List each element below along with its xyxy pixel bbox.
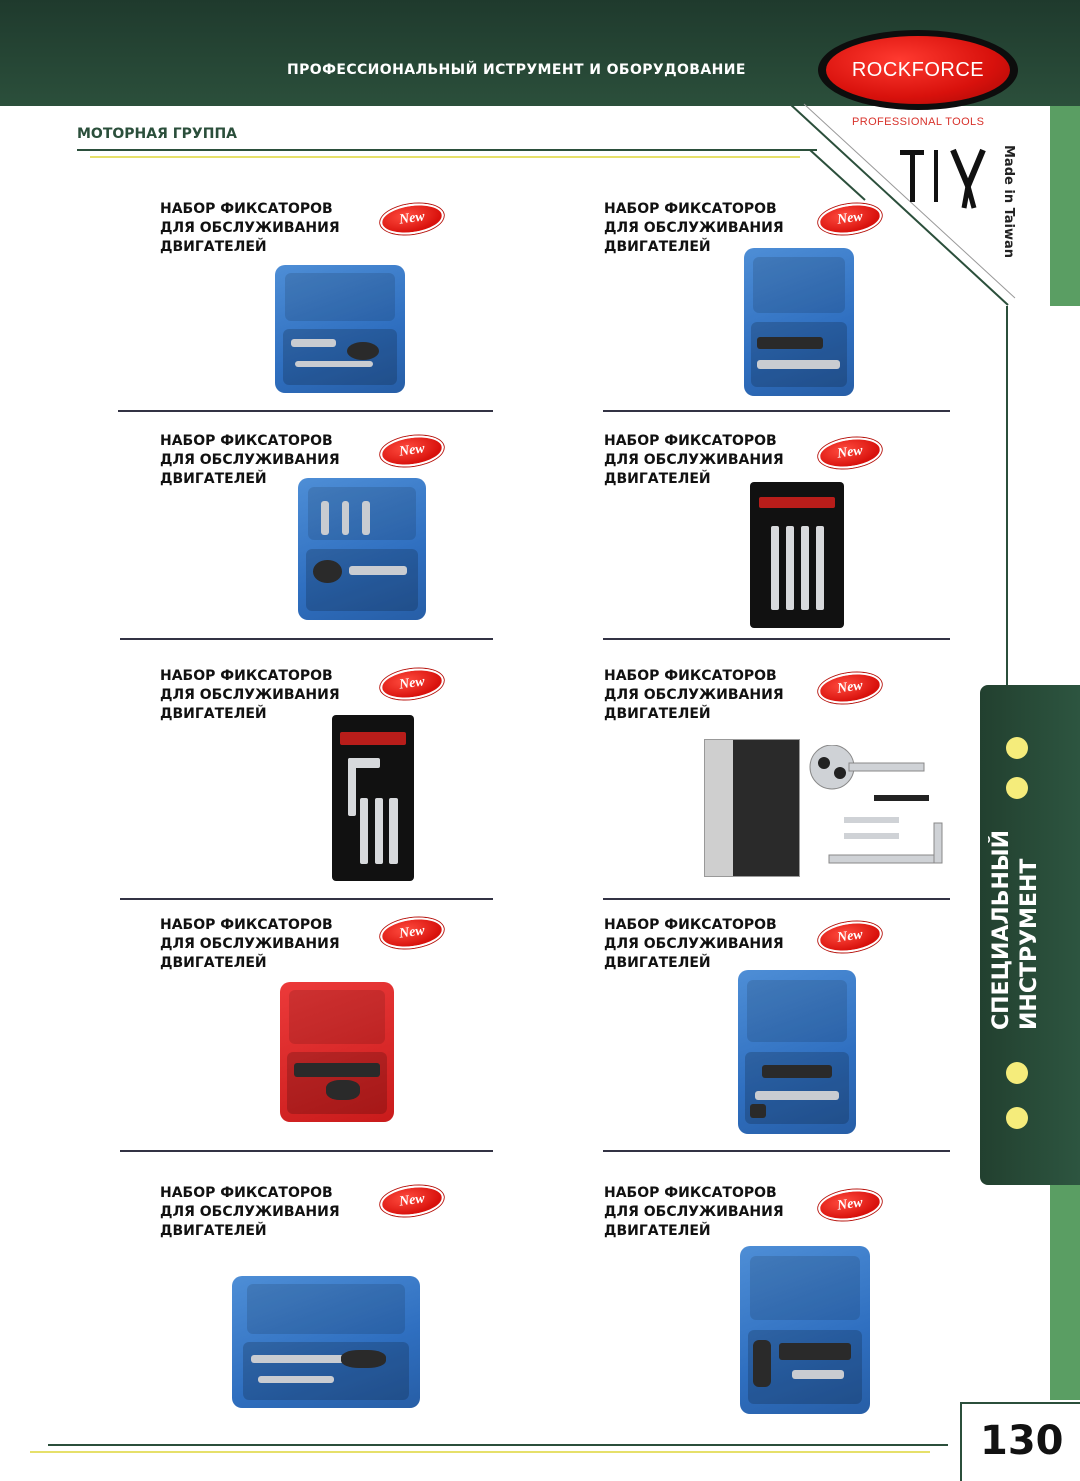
new-badge: New <box>378 914 446 953</box>
tool-case-image <box>744 248 854 396</box>
product-card[interactable] <box>160 916 540 1141</box>
new-badge: New <box>378 665 446 704</box>
product-title: НАБОР ФИКСАТОРОВ ДЛЯ ОБСЛУЖИВАНИЯ ДВИГАТЕЛЕЙ <box>604 201 784 255</box>
product-card[interactable] <box>604 916 984 1141</box>
product-card[interactable] <box>160 432 540 657</box>
section-underline-yellow <box>90 156 800 158</box>
locking-tools-image <box>804 745 949 875</box>
footer-line-yellow <box>30 1451 930 1453</box>
product-title: НАБОР ФИКСАТОРОВ ДЛЯ ОБСЛУЖИВАНИЯ ДВИГАТЕЛЕЙ <box>604 668 784 722</box>
row-separator <box>603 898 950 900</box>
new-badge: New <box>816 200 884 239</box>
product-title: НАБОР ФИКСАТОРОВ ДЛЯ ОБСЛУЖИВАНИЯ ДВИГАТЕЛЕЙ <box>160 668 340 722</box>
row-separator <box>120 898 493 900</box>
blister-card-image <box>332 715 414 881</box>
rockforce-logo <box>818 30 1018 110</box>
side-vertical-line <box>1006 306 1008 686</box>
new-badge: New <box>378 1182 446 1221</box>
product-card[interactable] <box>160 200 540 425</box>
blister-card-image <box>750 482 844 628</box>
product-title: НАБОР ФИКСАТОРОВ ДЛЯ ОБСЛУЖИВАНИЯ ДВИГАТЕЛЕЙ <box>604 1185 784 1239</box>
instruction-booklet-image <box>704 739 800 877</box>
footer-line-green <box>48 1444 948 1446</box>
row-separator <box>120 638 493 640</box>
product-card[interactable] <box>160 667 540 892</box>
new-badge: New <box>816 669 884 708</box>
logo-brand: ROCKFORCE <box>851 58 985 81</box>
section-underline-green <box>77 149 817 151</box>
row-separator <box>603 638 950 640</box>
page-number: 130 <box>980 1418 1064 1464</box>
new-badge: New <box>816 918 884 957</box>
new-badge: New <box>816 1186 884 1225</box>
made-in-taiwan: Made in Taiwan <box>1001 145 1016 259</box>
header-tagline: ПРОФЕССИОНАЛЬНЫЙ ИСТРУМЕНТ И ОБОРУДОВАНИЕ <box>287 62 746 78</box>
row-separator <box>118 410 493 412</box>
product-title: НАБОР ФИКСАТОРОВ ДЛЯ ОБСЛУЖИВАНИЯ ДВИГАТЕЛЕЙ <box>604 917 784 971</box>
product-card[interactable] <box>604 432 984 657</box>
green-side-bar-bottom <box>1050 1185 1080 1400</box>
product-title: НАБОР ФИКСАТОРОВ ДЛЯ ОБСЛУЖИВАНИЯ ДВИГАТЕЛЕЙ <box>160 917 340 971</box>
row-separator <box>603 1150 950 1152</box>
new-badge: New <box>378 200 446 239</box>
product-title: НАБОР ФИКСАТОРОВ ДЛЯ ОБСЛУЖИВАНИЯ ДВИГАТЕЛЕЙ <box>604 433 784 487</box>
product-title: НАБОР ФИКСАТОРОВ ДЛЯ ОБСЛУЖИВАНИЯ ДВИГАТЕЛЕЙ <box>160 1185 340 1239</box>
dot-3 <box>1006 1062 1028 1084</box>
dot-4 <box>1006 1107 1028 1129</box>
green-side-bar-top <box>1050 106 1080 306</box>
tool-case-image <box>298 478 426 620</box>
tool-case-image <box>738 970 856 1134</box>
product-card[interactable] <box>160 1184 540 1409</box>
product-title: НАБОР ФИКСАТОРОВ ДЛЯ ОБСЛУЖИВАНИЯ ДВИГАТЕЛЕЙ <box>160 433 340 487</box>
dot-2 <box>1006 777 1028 799</box>
new-badge: New <box>378 432 446 471</box>
product-card[interactable] <box>604 667 949 892</box>
new-badge: New <box>816 434 884 473</box>
category-label: СПЕЦИАЛЬНЫЙ ИНСТРУМЕНТ <box>989 829 1042 1030</box>
tool-case-image <box>232 1276 420 1408</box>
product-card[interactable] <box>604 200 984 425</box>
section-title: МОТОРНАЯ ГРУППА <box>77 126 237 142</box>
product-card[interactable] <box>604 1184 984 1409</box>
row-separator <box>603 410 950 412</box>
tool-case-image <box>275 265 405 393</box>
row-separator <box>120 1150 493 1152</box>
tool-case-image <box>280 982 394 1122</box>
product-title: НАБОР ФИКСАТОРОВ ДЛЯ ОБСЛУЖИВАНИЯ ДВИГАТЕЛЕЙ <box>160 201 340 255</box>
dot-1 <box>1006 737 1028 759</box>
logo-subtitle: PROFESSIONAL TOOLS <box>852 116 985 128</box>
tool-case-image <box>740 1246 870 1414</box>
